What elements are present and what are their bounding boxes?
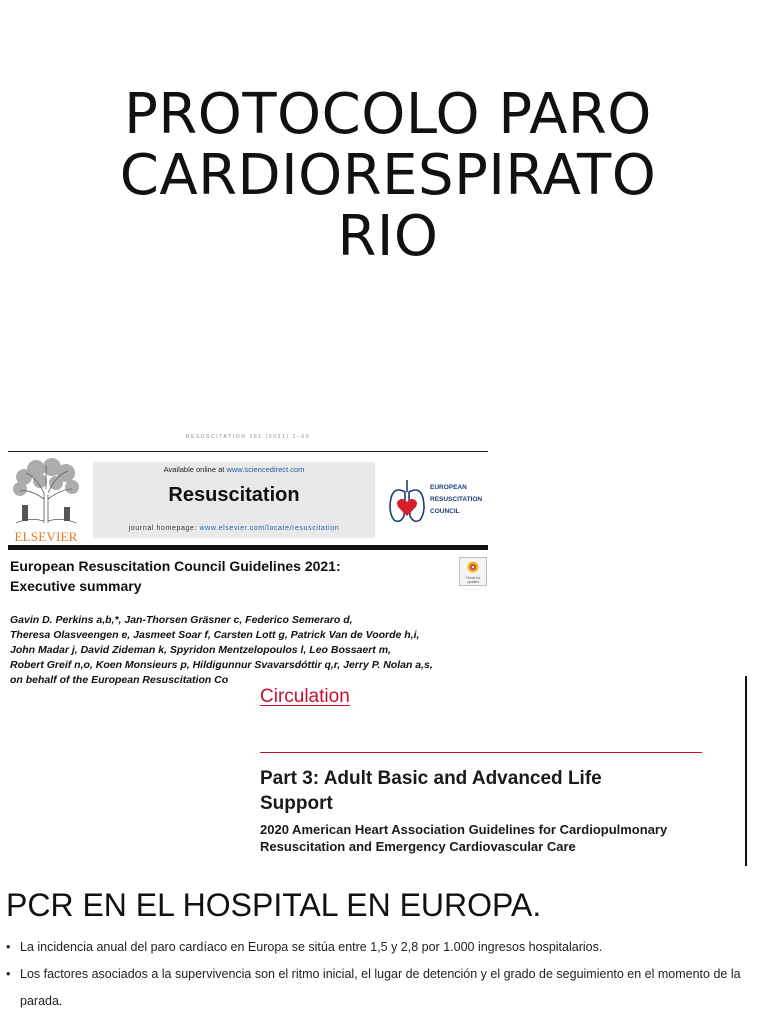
erc-guidelines-paper-image — [8, 432, 488, 686]
list-item — [0, 961, 768, 1015]
list-item — [0, 934, 768, 961]
elsevier-logo — [8, 459, 84, 545]
circulation-title-line: Support — [260, 793, 333, 814]
erc-logo-line: COUNCIL — [430, 508, 460, 515]
available-online-text — [93, 465, 375, 474]
article-title — [10, 556, 440, 596]
check-updates-icon — [467, 561, 479, 573]
erc-logo-line: RESUSCITATION — [430, 496, 483, 503]
circulation-title-line: Part 3: Adult Basic and Advanced Life — [260, 768, 602, 789]
slide-title-line: CARDIORESPIRATO — [119, 143, 657, 208]
thick-divider — [8, 545, 488, 550]
check-updates-text: Check for updates — [465, 576, 481, 584]
journal-homepage-text — [93, 525, 375, 532]
article-title-line: Executive summary — [10, 578, 142, 594]
elsevier-wordmark: ELSEVIER — [14, 529, 78, 544]
divider — [8, 451, 488, 452]
journal-name: Resuscitation — [168, 484, 300, 506]
circulation-subtitle-line: Resuscitation and Emergency Cardiovascular Care — [260, 839, 576, 854]
bullet-list — [0, 934, 768, 1015]
check-for-updates-badge — [459, 557, 487, 586]
slide-title — [60, 84, 716, 267]
circulation-subtitle-line: 2020 American Heart Association Guidelines for Cardiopulmonary — [260, 822, 668, 837]
circulation-paper-image — [252, 676, 722, 862]
author-line: on behalf of the European Resuscitation Co — [10, 674, 229, 686]
slide-title-line: RIO — [337, 204, 439, 269]
bullet-icon: • — [6, 940, 11, 954]
elsevier-tree-icon — [10, 459, 82, 525]
journal-homepage-link: www.elsevier.com/locate/resuscitation — [199, 525, 340, 532]
vertical-divider — [745, 676, 747, 866]
divider — [260, 752, 702, 753]
list-item-text: Los factores asociados a la supervivencia son el ritmo inicial, el lugar de detención y el grado de seguimiento en el momento de la parada. — [20, 967, 741, 1008]
slide-title-line: PROTOCOLO PARO — [124, 82, 652, 147]
list-item-text: La incidencia anual del paro cardíaco en Europa se sitúa entre 1,5 y 2,8 por 1.000 ingresos hospitalarios. — [20, 940, 603, 954]
journal-reference: RESUSCITATION 161 (2021) 1–60 — [185, 434, 311, 440]
erc-logo-line: EUROPEAN — [430, 484, 467, 491]
author-line: Theresa Olasveengen e, Jasmeet Soar f, Carsten Lott g, Patrick Van de Voorde h,i, — [10, 629, 420, 641]
circulation-article-title — [260, 766, 710, 816]
journal-banner — [93, 462, 375, 538]
circulation-wordmark: Circulation — [260, 686, 350, 707]
bullet-icon: • — [6, 967, 11, 981]
erc-logo — [386, 476, 488, 528]
circulation-article-subtitle — [260, 821, 715, 855]
author-line: John Madar j, David Zideman k, Spyridon Mentzelopoulos l, Leo Bossaert m, — [10, 644, 391, 656]
sciencedirect-link: www.sciencedirect.com — [226, 465, 305, 474]
section-heading: PCR EN EL HOSPITAL EN EUROPA. — [6, 887, 542, 923]
author-line: Gavin D. Perkins a,b,*, Jan-Thorsen Gräsner c, Federico Semeraro d, — [10, 614, 353, 626]
erc-logo-text — [430, 482, 482, 518]
heart-lungs-icon — [386, 476, 428, 526]
article-title-line: European Resuscitation Council Guidelines 2021: — [10, 558, 341, 574]
author-line: Robert Greif n,o, Koen Monsieurs p, Hildigunnur Svavarsdóttir q,r, Jerry P. Nolan a,s, — [10, 659, 433, 671]
available-prefix: Available online at — [163, 465, 227, 474]
homepage-prefix: journal homepage: — [128, 525, 200, 532]
